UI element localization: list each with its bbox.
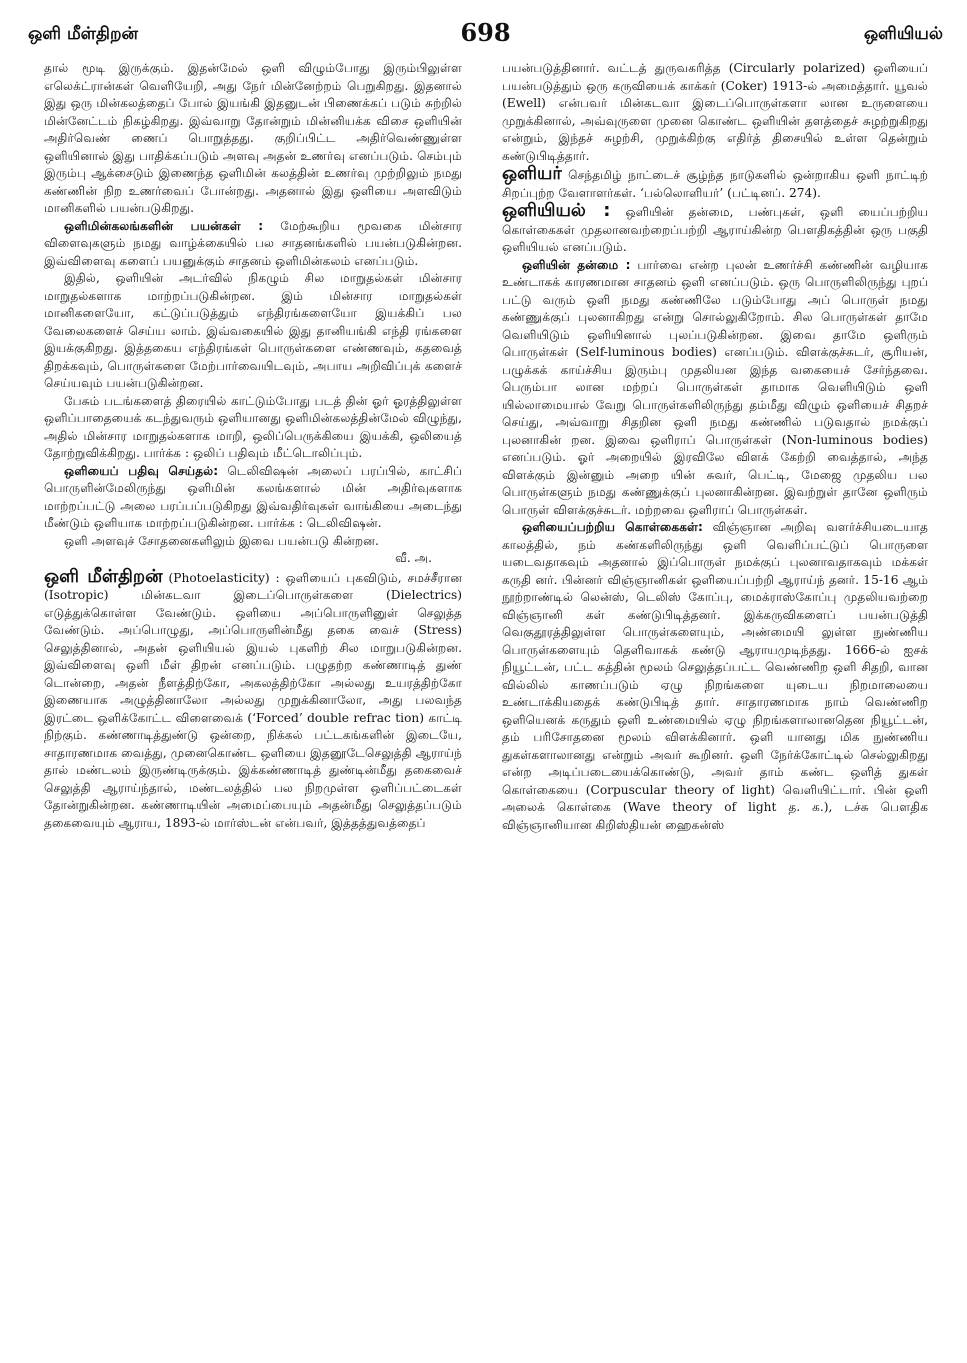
- subheading: ஒளியைப் பதிவு செய்தல்:: [64, 463, 219, 478]
- paragraph: [44, 463, 462, 533]
- entry: [502, 165, 928, 202]
- right-column: [502, 60, 928, 1350]
- subheading: ஒளியின் தன்மை :: [522, 257, 631, 272]
- paragraph-text: ஒளியைப் புகவிடும், சமச்சீரான (Isotropic) மின்கடவா இடைப்பொருள்களை (Dielectrics) எடுத்துக்கொள்ள வேண்டும். ஒளியை அப்பொருளினுள் செலுத்த வேண்டும். அப்பொழுது, அப்பொருளின்மீது தகை வைச் (Stress) செலுத்தினால், அதன் ஒளியியல் இயல் புகளிற் சில மாறுபடுகின்றன. இவ்விளைவு ஒளி மீள் திறன் எனப்படும். பழுதற்ற கண்ணாடித் துண் டொன்றை, அதன் நீளத்திற்கோ, அகலத்திற்கோ அல்லது உயரத்திற்கோ இணையாக அழுத்தினாலோ அல்லது முறுக்கினாலோ, அது பலவந்த இரட்டை ஒளிக்கோட்ட விளைவைக் (‘Forced’ double refrac tion) காட்டி நிற்கும். கண்ணாடித்துண்டு ஒன்றை, நிக்கல் பட்டகங்களின் இடையே, சாதாரணமாக வைத்து, முனைகொண்ட ஒளியை இதனூடேசெலுத்தி ஆராய்ந் தால் மண்டலம் இருண்டிருக்கும். இக்கண்ணாடித் துண்டின்மீது தகைவைச் செலுத்தி ஆராய்ந்தால், மண்டலத்தில் பல நிறமுள்ள ஒளிப்பட்டைகள் தோன்றுகின்றன. கண்ணாடியின் அமைப்பையும் அதன்மீது செலுத்தப்படும் தகைவையும் ஆராய, 1893-ல் மார்ஸ்டன் என்பவர், இத்தத்துவத்தைப்: [44, 570, 462, 830]
- paragraph-text: மேற்கூறிய மூவகை மின்சார விளைவுகளும் நமது வாழ்க்கையில் பல சாதனங்களில் பயன்படுகின்றன. இவ்விளைவு களைப் பயனுக்கும் சாதனம் ஒளிமின்கலம் எனப்படும்.: [44, 218, 462, 268]
- paragraph: [44, 218, 462, 271]
- paragraph-text: செந்தமிழ் நாட்டைச் சூழ்ந்த நாடுகளில் ஒன்றாகிய ஒளி நாட்டிற் சிறப்புற்ற வேளாளர்கள். ‘பல்லொளியர்’ (பட்டினப். 274).: [502, 168, 928, 200]
- entry-title-english: (Photoelasticity) :: [168, 570, 280, 585]
- running-head-right: ஒளியியல்: [863, 24, 943, 44]
- paragraph: பயன்படுத்தினார். வட்டத் துருவகரித்த (Circularly polarized) ஒளியைப் பயன்படுத்தும் ஒரு கருவியைக் காக்கர் (Coker) 1913-ல் அமைத்தார். யூவல் (Ewell) என்பவர் மின்கடவா இடைப்பொருள்களா லான உருளையை முறுக்கினால், அவ்வுருளை முனை கொண்ட ஒளியின் தளத்தைச் சுழற்றுகிறது என்றும், இந்தச் சுழற்சி, முறுக்கிற்கு எதிர்த் திசையில் உள்ள தென்றும் கண்டுபிடித்தார்.: [502, 61, 928, 163]
- paragraph: [502, 257, 928, 520]
- page-header: [28, 18, 943, 52]
- paragraph: [502, 519, 928, 834]
- subheading: ஒளிமின்கலங்களின் பயன்கள் :: [64, 218, 264, 233]
- paragraph: தால் மூடி இருக்கும். இதன்மேல் ஒளி விழும்போது இரும்பிலுள்ள எலெக்ட்ரான்கள் வெளியேறி, அது நேர் மின்னேற்றம் பெறுகிறது. இதனால் இது ஒரு மின்கலத்தைப் போல் இயங்கி இதனுடன் பிணைக்கப் படும் சுற்றில் மின்னேட்டம் நிகழ்கிறது. இவ்வாறு தோன்றும் மின்னியக்க விசை ஒளியின் அதிர்வெண் ணைப் பொறுத்தது. குறிப்பிட்ட அதிர்வெண்ணுள்ள ஒளியினால் இது பாதிக்கப்படும் அளவு அதன் உணர்வு எனப்படும். செம்பும் இரும்பு ஆக்சைடும் இணைந்த ஒளிமின் கலத்தின் உணர்வு முற்றிலும் நமது கண்ணின் நிற உணர்வைப் போன்றது. அதனால் இது ஒளியை அளவிடும் மானிகளில் பயன்படுகிறது.: [44, 61, 462, 215]
- entry-title: ஒளியியல் :: [502, 200, 611, 221]
- paragraph-text: விஞ்ஞான அறிவு வளர்ச்சியடையாத காலத்தில், நம் கண்களிலிருந்து ஒளி வெளிப்பட்டுப் பொருளை யடைவதாகவும் அதனால் இப்பொருள் நமக்குப் புலனாவதாகவும் மக்கள் கருதி னர். பின்னர் விஞ்ஞானிகள் ஒளியைப்பற்றி ஆராய்ந் தனர். 15-16 ஆம் நூற்றாண்டில் லென்ஸ், டெலிஸ் கோப்பு, மைக்ராஸ்கோப்பு முதலியவற்றை விஞ்ஞானி கள் கண்டுபிடித்தனர். இக்கருவிகளைப் பயன்படுத்தி வெகுதூரத்திலுள்ள பொருள்களையும், அண்மையி லுள்ள நுண்ணிய பொருள்களையும் தெளிவாகக் கண்டு ஆராயமுடிந்தது. 1666-ல் ஐசக் நியூட்டன், பட்ட கத்தின் மூலம் செலுத்தப்பட்ட வெண்ணிற ஒளி சிதறி, வான வில்லில் காணப்படும் ஏழு நிறங்களை யுடைய நிறமாலையை உண்டாக்கியதைக் கண்டுபிடித் தார். சாதாரணமாக நாம் வெண்ணிற ஒளியெனக் கருதும் ஒளி உண்மையில் ஏழு நிறங்களாலானதென நியூட்டன், தம் பரிசோதனை மூலம் விளக்கினார். ஒளி யானது மிக நுண்ணிய துகள்களாலானது என்றும் அவர் கூறினர். ஒளி நேர்க்கோட்டில் செல்லுகிறது என்ற அடிப்படையைக்கொண்டு, அவர் தாம் கண்ட ஒளித் துகள் கொள்கையை (Corpuscular theory of light) வெளியிட்டார். பின் ஒளி அலைக் கொள்கை (Wave theory of light த. க.), டச்சு பௌதிக விஞ்ஞானியான கிறிஸ்தியன் ஹைகன்ஸ்: [502, 520, 928, 832]
- paragraph: ஒளி அளவுச் சோதனைகளிலும் இவை பயன்படு கின்றன.: [64, 533, 379, 548]
- paragraph: இதில், ஒளியின் அடர்வில் நிகழும் சில மாறுதல்கள் மின்சார மாறுதல்களாக மாற்றப்படுகின்றன. இம் மின்சார மாறுதல்கள் மானிகளையோ, கட்டுப்படுத்தும் எந்திரங்களையோ இயக்கிப் பல வேலைகளைச் செய்ய லாம். இவ்வகையில் இது தானியங்கி எந்தி ரங்களை இயக்குகிறது. இத்தகைய எந்திரங்கள் பொருள்களை எண்ணவும், கதவைத் திறக்கவும், பொருள்களை மேற்பார்வையிடவும், அபாய அறிவிப்புக் களைச் செய்யவும் பயன்படுகின்றன.: [44, 271, 462, 390]
- running-head-left: ஒளி மீள்திறன்: [28, 24, 139, 44]
- entry: [502, 202, 928, 257]
- subheading: ஒளியைப்பற்றிய கொள்கைகள்:: [522, 520, 703, 534]
- entry-title: ஒளி மீள்திறன்: [44, 565, 163, 587]
- entry-title: ஒளியர்: [502, 163, 562, 184]
- entry: [44, 565, 462, 833]
- page-number: 698: [460, 18, 511, 47]
- paragraph-text: பார்வை என்ற புலன் உணர்ச்சி கண்ணின் வழியாக உண்டாகக் காரணமான சாதனம் ஒளி எனப்படும். ஒரு பொருளிலிருந்து புறப் பட்டு வரும் ஒளி நமது கண்ணிலே படும்போது அப் பொருள் நமது கண்ணுக்குப் புலனாகிறது என்று சொல்லுகிறோம். சில பொருள்கள் தாமே வெளியிடும் ஒளியினால் புலப்படுகின்றன. இவை தாமே ஒளிரும் பொருள்கள் (Self-luminous bodies) எனப்படும். விளக்குச்சுடர், சூரியன், பழுக்கக் காய்ச்சிய இரும்பு முதலியன இந்த வகையைச் சேர்ந்தவை. பெரும்பா லான மற்றப் பொருள்கள் தாமாக வெளியிடும் ஒளி யில்லாமையால் வேறு பொருள்களிலிருந்து தம்மீது விழும் ஒளியைச் சிதறச் செய்து, அவ்வாறு சிதறின ஒளி நமது கண்ணில் படுவதால் நமக்குப் புலனாகின் றன. இவை ஒளிராப் பொருள்கள் (Non-luminous bodies) எனப்படும். ஓர் அறையில் இரவிலே விளக் கேற்றி வைத்தால், அந்த விளக்கும் இன்னும் அறை யின் சுவர், பெட்டி, மேஜை முதலிய பல பொருள்களும் நமது கண்ணுக்குப் புலனாகின்றன. இவற்றுள் தானே ஒளிரும் பொருள் விளக்குச்சுடர். மற்றவை ஒளிராப் பொருள்கள்.: [502, 257, 928, 517]
- paragraph-text: ஒளியின் தன்மை, பண்புகள், ஒளி யைப்பற்றிய கொள்கைகள் முதலானவற்றைப்பற்றி ஆராய்கின்ற பௌதிகத்தின் ஒரு பகுதி ஒளியியல் எனப்படும்.: [502, 205, 928, 254]
- paragraph-text: டெலிவிஷன் அலைப் பரப்பில், காட்சிப் பொருளின்மேலிருந்து ஒளிமின் கலங்களால் மின் அதிர்வுகளாக மாற்றப்பட்டு அலை பரப்பப்படுகிறது இவ்வதிர்வுகள் வாங்கியை அடைந்து மீண்டும் ஒளியாக மாற்றப்படுகின்றன. பார்க்க : டெலிவிஷன்.: [44, 463, 462, 530]
- paragraph: பேசும் படங்களைத் திரையில் காட்டும்போது படத் தின் ஓர் ஓரத்திலுள்ள ஒளிப்பாதையைக் கடந்துவரும் ஒளியானது ஒளிமின்கலத்தின்மேல் விழுந்து, அதில் மின்சார மாறுதல்களாக மாறி, ஒலிப்பெருக்கியை இயக்கி, ஒலியைத் தோற்றுவிக்கிறது. பார்க்க : ஒலிப் பதிவும் மீட்டொலிப்பும்.: [44, 393, 462, 460]
- author-initials: வீ. அ.: [395, 551, 432, 565]
- left-column: [44, 60, 462, 1350]
